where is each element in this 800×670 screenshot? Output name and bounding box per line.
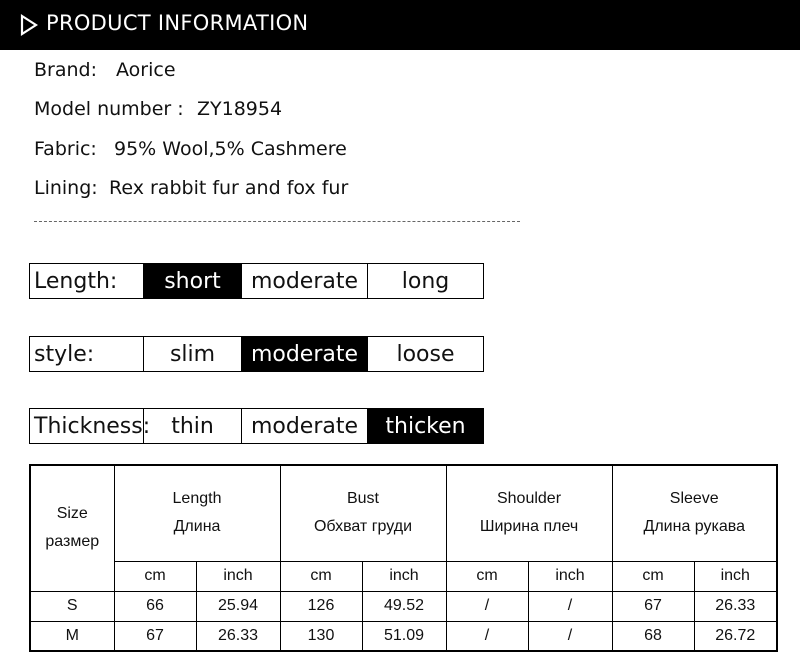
model-line bbox=[34, 98, 282, 120]
value-cell: 49.52 bbox=[362, 591, 446, 621]
thickness-option-thin[interactable]: thin bbox=[144, 409, 242, 443]
value-cell: 68 bbox=[612, 621, 694, 651]
shoulder-header: Shoulder Ширина плеч bbox=[446, 465, 612, 561]
style-option-slim[interactable]: slim bbox=[144, 337, 242, 371]
length-label: Length: bbox=[30, 264, 144, 298]
value-cell: 126 bbox=[280, 591, 362, 621]
thickness-selector bbox=[29, 408, 484, 444]
lining-label: Lining: bbox=[34, 177, 98, 199]
value-cell: 67 bbox=[114, 621, 196, 651]
unit-cm: cm bbox=[446, 561, 528, 591]
table-row bbox=[30, 621, 777, 651]
length-selector bbox=[29, 263, 484, 299]
thickness-option-moderate[interactable]: moderate bbox=[242, 409, 368, 443]
lining-value: Rex rabbit fur and fox fur bbox=[109, 177, 349, 199]
brand-label: Brand: bbox=[34, 59, 97, 81]
fabric-label: Fabric: bbox=[34, 138, 97, 160]
bust-header: Bust Обхват груди bbox=[280, 465, 446, 561]
section-title: PRODUCT INFORMATION bbox=[46, 11, 309, 35]
table-header-row bbox=[30, 465, 777, 561]
sleeve-header: Sleeve Длина рукава bbox=[612, 465, 777, 561]
unit-cm: cm bbox=[280, 561, 362, 591]
brand-value: Aorice bbox=[116, 59, 176, 81]
lining-line bbox=[34, 177, 348, 199]
style-option-loose[interactable]: loose bbox=[396, 341, 455, 367]
thickness-label: Thickness: bbox=[30, 409, 144, 443]
unit-inch: inch bbox=[196, 561, 280, 591]
style-label: style: bbox=[30, 337, 144, 371]
length-option-moderate[interactable]: moderate bbox=[242, 264, 368, 298]
unit-inch: inch bbox=[694, 561, 777, 591]
size-cell: M bbox=[30, 621, 114, 651]
length-option-long[interactable]: long bbox=[401, 268, 450, 294]
value-cell: 130 bbox=[280, 621, 362, 651]
unit-cm: cm bbox=[612, 561, 694, 591]
model-value: ZY18954 bbox=[197, 98, 283, 120]
dashed-divider bbox=[34, 221, 520, 222]
size-header: Size размер bbox=[30, 465, 114, 591]
fabric-line bbox=[34, 138, 347, 160]
value-cell: 66 bbox=[114, 591, 196, 621]
length-header: Length Длина bbox=[114, 465, 280, 561]
length-option-short[interactable]: short bbox=[144, 264, 242, 298]
fabric-value: 95% Wool,5% Cashmere bbox=[114, 138, 347, 160]
thickness-option-thicken[interactable]: thicken bbox=[368, 409, 483, 443]
value-cell: / bbox=[446, 621, 528, 651]
value-cell: 25.94 bbox=[196, 591, 280, 621]
brand-line bbox=[34, 59, 176, 81]
unit-cm: cm bbox=[114, 561, 196, 591]
table-row bbox=[30, 591, 777, 621]
unit-inch: inch bbox=[362, 561, 446, 591]
value-cell: / bbox=[528, 591, 612, 621]
value-cell: / bbox=[528, 621, 612, 651]
value-cell: 67 bbox=[612, 591, 694, 621]
style-option-moderate[interactable]: moderate bbox=[242, 337, 368, 371]
play-triangle-icon bbox=[20, 14, 38, 36]
style-selector bbox=[29, 336, 484, 372]
size-cell: S bbox=[30, 591, 114, 621]
value-cell: 26.72 bbox=[694, 621, 777, 651]
value-cell: / bbox=[446, 591, 528, 621]
value-cell: 26.33 bbox=[196, 621, 280, 651]
section-header bbox=[0, 0, 800, 50]
units-row bbox=[30, 561, 777, 591]
unit-inch: inch bbox=[528, 561, 612, 591]
size-table bbox=[29, 464, 778, 652]
value-cell: 26.33 bbox=[694, 591, 777, 621]
value-cell: 51.09 bbox=[362, 621, 446, 651]
model-label: Model number : bbox=[34, 98, 184, 120]
